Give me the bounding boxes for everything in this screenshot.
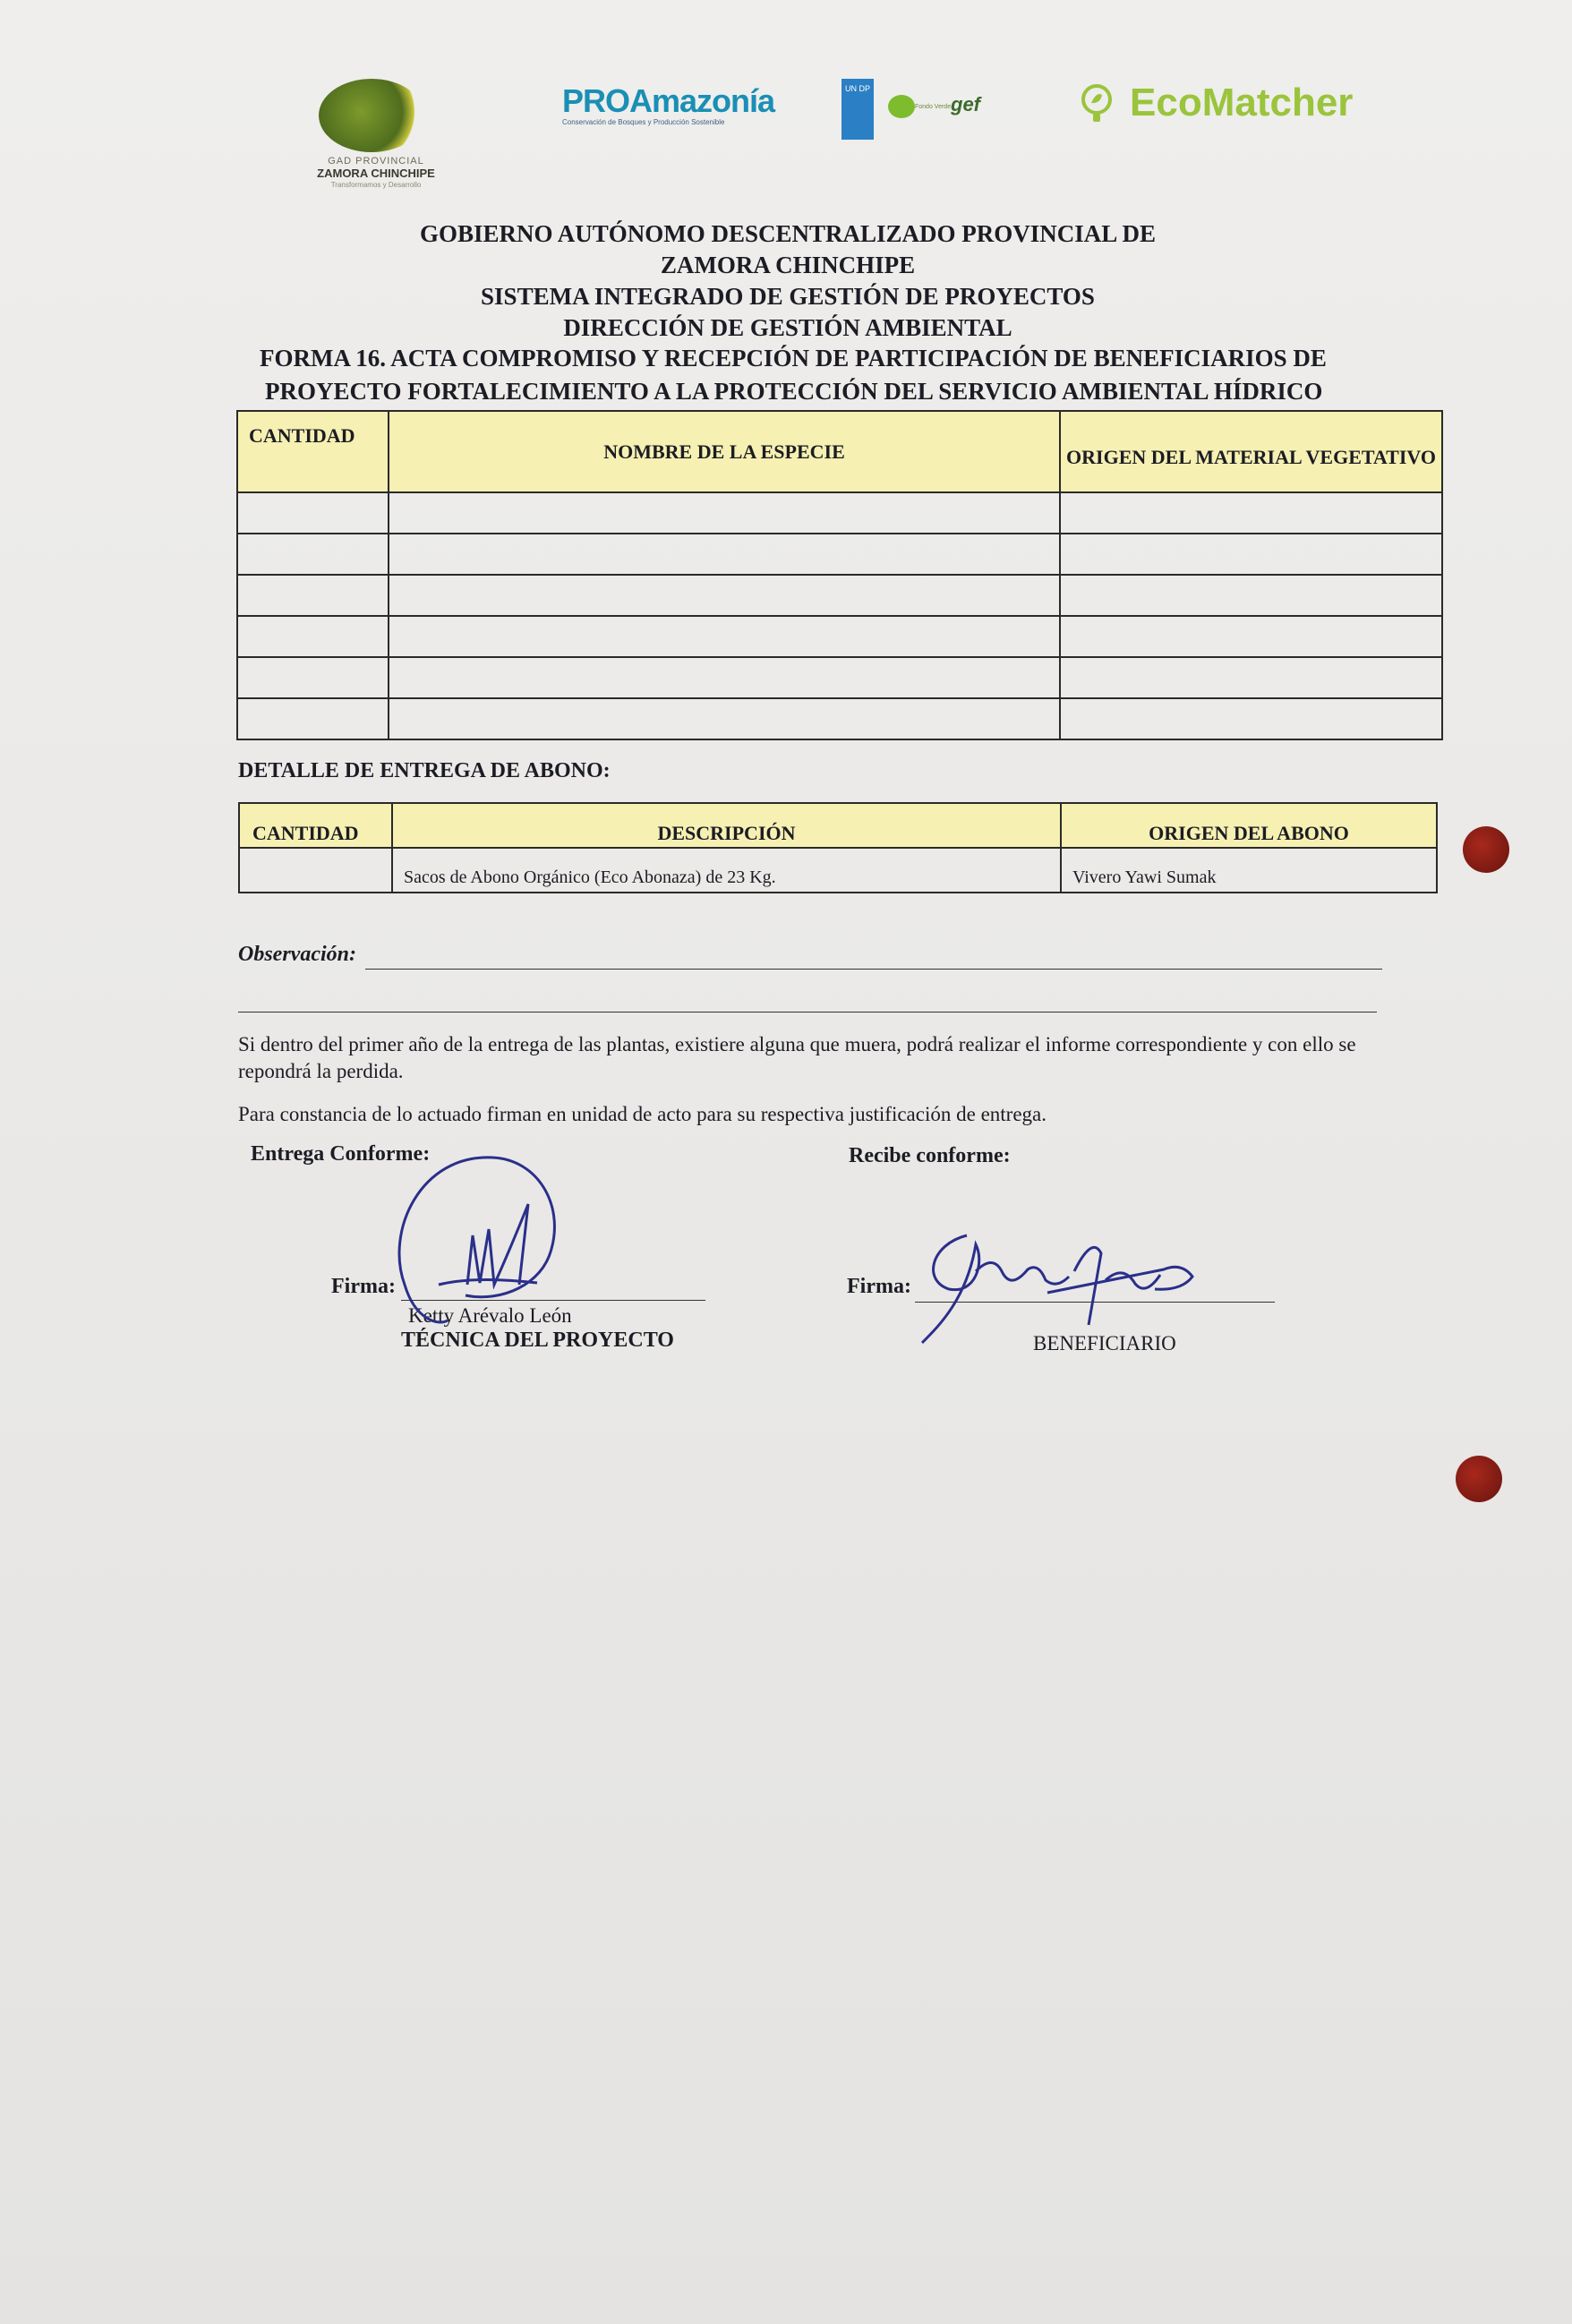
fertilizer-table — [238, 802, 1438, 893]
gad-zamora-logo — [304, 73, 448, 190]
proamazonia-logo-name: PROAmazonía — [562, 82, 775, 119]
header-line-3: SISTEMA INTEGRADO DE GESTIÓN DE PROYECTOS — [481, 283, 1095, 310]
green-fund-text: Fondo Verde — [915, 104, 952, 110]
column-header-descripcion: DESCRIPCIÓN — [392, 803, 1061, 848]
header-line-4: DIRECCIÓN DE GESTIÓN AMBIENTAL — [563, 314, 1012, 341]
fertilizer-table-header — [239, 803, 1437, 848]
delivery-signature — [385, 1150, 591, 1329]
proamazonia-logo — [562, 82, 795, 136]
table-cell[interactable]: Vivero Yawi Sumak — [1061, 848, 1437, 893]
column-header-origen-abono: ORIGEN DEL ABONO — [1061, 803, 1437, 848]
table-row — [239, 848, 1437, 893]
table-cell[interactable] — [1060, 534, 1442, 575]
receipt-title: Recibe conforme: — [849, 1144, 1011, 1167]
table-cell[interactable] — [237, 534, 389, 575]
table-cell[interactable] — [1060, 616, 1442, 657]
receipt-signature — [913, 1218, 1209, 1352]
green-fund-icon — [888, 95, 915, 118]
table-cell[interactable] — [239, 848, 392, 893]
table-cell[interactable] — [389, 534, 1060, 575]
gad-logo-name: ZAMORA CHINCHIPE — [317, 167, 435, 180]
delivery-signer-role: TÉCNICA DEL PROYECTO — [401, 1329, 674, 1352]
gad-logo-tagline: Transformamos y Desarrollo — [330, 181, 422, 189]
gad-emblem-icon — [319, 79, 424, 152]
gad-logo-top: GAD PROVINCIAL — [328, 156, 424, 167]
table-cell[interactable] — [237, 657, 389, 698]
table-cell[interactable] — [389, 698, 1060, 739]
species-table — [236, 410, 1443, 740]
column-header-cantidad: CANTIDAD — [239, 803, 392, 848]
receipt-signer-role: BENEFICIARIO — [1033, 1332, 1176, 1354]
form-title-line-1: FORMA 16. ACTA COMPROMISO Y RECEPCIÓN DE PARTICIPACIÓN DE BENEFICIARIOS DE — [260, 345, 1327, 372]
form-title-line-2: PROYECTO FORTALECIMIENTO A LA PROTECCIÓN DEL SERVICIO AMBIENTAL HÍDRICO — [265, 378, 1323, 405]
table-cell[interactable] — [237, 492, 389, 534]
header-line-1: GOBIERNO AUTÓNOMO DESCENTRALIZADO PROVINCIAL DE — [419, 220, 1157, 247]
table-cell[interactable] — [389, 575, 1060, 616]
observation-label: Observación: — [238, 943, 356, 966]
proamazonia-logo-subtitle: Conservación de Bosques y Producción Sostenible — [562, 118, 725, 126]
table-row — [237, 534, 1442, 575]
table-cell[interactable] — [237, 698, 389, 739]
column-header-origen-material: ORIGEN DEL MATERIAL VEGETATIVO — [1060, 411, 1442, 492]
species-table-header — [237, 411, 1442, 492]
table-cell[interactable] — [389, 657, 1060, 698]
undp-logo-text: UN DP — [844, 84, 870, 93]
column-header-especie: NOMBRE DE LA ESPECIE — [389, 411, 1060, 492]
delivery-title: Entrega Conforme: — [251, 1142, 431, 1166]
column-header-cantidad: CANTIDAD — [237, 411, 389, 492]
table-cell[interactable]: Sacos de Abono Orgánico (Eco Abonaza) de 23 Kg. — [392, 848, 1061, 893]
undp-logo — [842, 79, 874, 140]
delivery-firma-label: Firma: — [331, 1275, 396, 1298]
replacement-clause: Si dentro del primer año de la entrega de las plantas, existiere alguna que muera, podrá realizar el informe correspondiente y con ello se repondrá la perdida. — [238, 1033, 1356, 1082]
table-row — [237, 616, 1442, 657]
table-cell[interactable] — [1060, 575, 1442, 616]
table-row — [237, 492, 1442, 534]
table-cell[interactable] — [1060, 657, 1442, 698]
table-cell[interactable] — [237, 575, 389, 616]
table-row — [237, 698, 1442, 739]
table-cell[interactable] — [389, 492, 1060, 534]
table-cell[interactable] — [1060, 492, 1442, 534]
ecomatcher-leaf-icon — [1080, 84, 1114, 124]
table-row — [237, 657, 1442, 698]
table-row — [237, 575, 1442, 616]
header-line-2: ZAMORA CHINCHIPE — [660, 252, 916, 278]
constancy-clause: Para constancia de lo actuado firman en unidad de acto para su respectiva justificación de entrega. — [238, 1103, 1047, 1125]
ecomatcher-logo-text: EcoMatcher — [1130, 81, 1354, 124]
table-cell[interactable] — [389, 616, 1060, 657]
gef-logo: gef — [951, 93, 980, 115]
table-cell[interactable] — [237, 616, 389, 657]
punch-hole-mark — [1456, 1456, 1502, 1502]
punch-hole-mark — [1463, 826, 1509, 873]
fertilizer-section-title: DETALLE DE ENTREGA DE ABONO: — [238, 759, 611, 782]
observation-line-1[interactable] — [365, 969, 1382, 970]
table-cell[interactable] — [1060, 698, 1442, 739]
receipt-firma-label: Firma: — [847, 1275, 911, 1298]
delivery-signer-name: Ketty Arévalo León — [408, 1304, 572, 1327]
